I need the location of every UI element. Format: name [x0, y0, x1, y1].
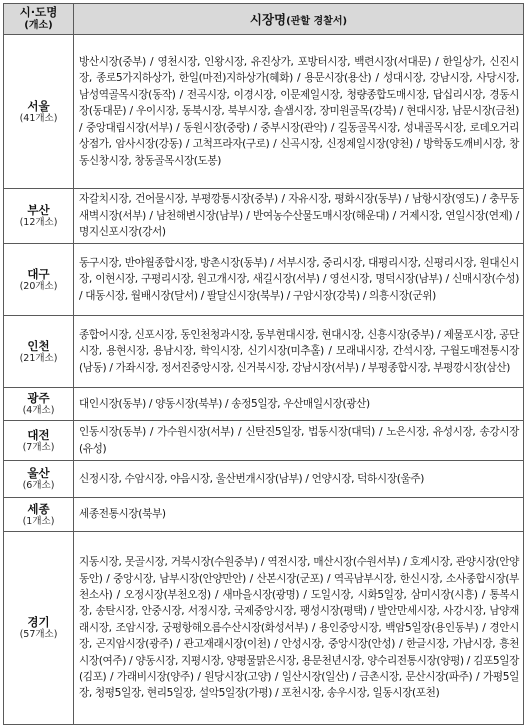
region-count: (41개소) [19, 112, 58, 124]
table-row [4, 421, 524, 461]
region-cell [4, 244, 74, 316]
market-list-cell: 인동시장(동부) / 가수원시장(서부) / 신탄진5일장, 법동시장(대덕) / 노은시장, 유성시장, 송강시장(유성) [74, 421, 524, 461]
table-row [4, 35, 524, 189]
region-name: 대전 [27, 427, 50, 442]
market-header-label: 시장명 [249, 12, 287, 27]
region-count: (7개소) [22, 441, 55, 453]
region-name: 대구 [27, 266, 50, 281]
table-row [4, 532, 524, 725]
region-header-label: 시·도명 [19, 5, 58, 19]
region-cell [4, 189, 74, 244]
region-name: 서울 [27, 98, 50, 113]
table-row [4, 498, 524, 532]
region-cell [4, 532, 74, 725]
market-list-cell: 자갈치시장, 건어물시장, 부평깡통시장(중부) / 자유시장, 평화시장(동부) / 남항시장(영도) / 충무동새벽시장(서부) / 남천해변시장(남부) / 반여농수산물도매시장(해운대) / 거제시장, 연일시장(연제) / 명지신포시장(강서) [74, 189, 524, 244]
region-count: (6개소) [22, 480, 55, 491]
region-count: (1개소) [22, 515, 55, 527]
market-list-cell: 지동시장, 못골시장, 거북시장(수원중부) / 역전시장, 매산시장(수원서부) / 호계시장, 관양시장(안양동안) / 중앙시장, 남부시장(안양만안) / 산본시장(군포) / 역곡남부시장, 한신시장, 소사종합시장(부천소사) / 오정시장(부천오정) / 새마을시장(광명) / 도일시장, 시화5일장, 삼미시장(시흥) / 통복시장, 송탄시장, 안중시장, 서정시장, 국제중앙시장, 팽성시장(평택) / 발안만세시장, 사강시장, 남양재래시장, 조암시장, 궁평항해오름수산시장(화성서부) / 용인중앙시장, 백암5일장(용인동부) / 경안시장, 곤지암시장(광주) / 관고재래시장(이천) / 안성시장, 중앙시장(안성) / 한글시장, 가남시장, 흥천시장(여주) / 양동시장, 지평시장, 양평물맑은시장, 용문천년시장, 양수리전통시장(양평) / 김포5일장(김포) / 가래비시장(양주) / 원당시장(고양) / 일산시장(일산) / 금촌시장, 문산시장(파주) / 가평5일장, 청평5일장, 현리5일장, 설악5일장(가평) / 포천시장, 송우시장, 일동시장(포천) [74, 532, 524, 725]
region-name: 광주 [27, 391, 50, 405]
region-name: 경기 [27, 615, 50, 629]
region-cell [4, 316, 74, 388]
region-count: (57개소) [19, 629, 58, 640]
region-cell [4, 421, 74, 461]
region-name: 인천 [27, 338, 50, 353]
market-list-cell: 동구시장, 반야월종합시장, 방촌시장(동부) / 서부시장, 중리시장, 대평리시장, 신평리시장, 원대신시장, 이현시장, 구평리시장, 원고개시장, 새길시장(서부) / 영선시장, 명덕시장(남부) / 신매시장(수성) / 대동시장, 월배시장(달서) / 팔달신시장(북부) / 구암시장(강북) / 의흥시장(군위) [74, 244, 524, 316]
market-list-cell: 방산시장(중부) / 영천시장, 인왕시장, 유진상가, 포방터시장, 백련시장(서대문) / 한일상가, 신진시장, 종로5가지하상가, 한일(마전)지하상가(혜화) / 용문시장(용산) / 성대시장, 강남시장, 사당시장, 남성역골목시장(동작) / 전곡시장, 이경시장, 이문제일시장, 청량종합도매시장, 답십리시장, 경동시장(동대문) / 우이시장, 동북시장, 북부시장, 솔샘시장, 장미원골목(강북) / 현대시장, 남문시장(금천) / 중앙대림시장(서부) / 동원시장(중랑) / 중부시장(관악) / 길동골목시장, 성내골목시장, 로데오거리상점가, 암사시장(강동) / 고척프라자(구로) / 신곡시장, 신정제일시장(양천) / 방학동도깨비시장, 창동신창시장, 창동골목시장(도봉) [74, 35, 524, 189]
region-column-header [4, 4, 74, 35]
table-row [4, 316, 524, 388]
table-body [4, 35, 524, 725]
market-table [3, 3, 524, 725]
region-cell [4, 388, 74, 421]
region-cell [4, 461, 74, 498]
market-list-cell: 세종전통시장(북부) [74, 498, 524, 532]
region-count: (4개소) [22, 405, 55, 416]
region-name: 울산 [27, 466, 50, 480]
market-list-cell: 종합어시장, 신포시장, 동인천청과시장, 동부현대시장, 현대시장, 신흥시장(중부) / 제물포시장, 공단시장, 용현시장, 용남시장, 학익시장, 신기시장(미추홀) / 모래내시장, 간석시장, 구월도매전통시장(남동) / 가좌시장, 정서진중앙시장, 신거북시장, 강남시장(서부) / 부평종합시장, 부평깡시장(삼산) [74, 316, 524, 388]
region-count: (21개소) [19, 352, 58, 364]
table-row [4, 388, 524, 421]
region-cell [4, 35, 74, 189]
market-list-cell: 신정시장, 수암시장, 야음시장, 울산번개시장(남부) / 언양시장, 덕하시장(울주) [74, 461, 524, 498]
region-cell [4, 498, 74, 532]
table-row [4, 189, 524, 244]
region-count: (12개소) [19, 217, 58, 228]
region-name: 세종 [27, 501, 50, 516]
table-row [4, 461, 524, 498]
table-header-row [4, 4, 524, 35]
market-column-header [74, 4, 524, 35]
region-header-unit: (개소) [24, 20, 53, 31]
market-list-cell: 대인시장(동부) / 양동시장(북부) / 송정5일장, 우산매일시장(광산) [74, 388, 524, 421]
region-count: (20개소) [19, 280, 58, 292]
table-row [4, 244, 524, 316]
region-name: 부산 [27, 203, 50, 217]
market-header-sub: (관할 경찰서) [286, 16, 348, 27]
